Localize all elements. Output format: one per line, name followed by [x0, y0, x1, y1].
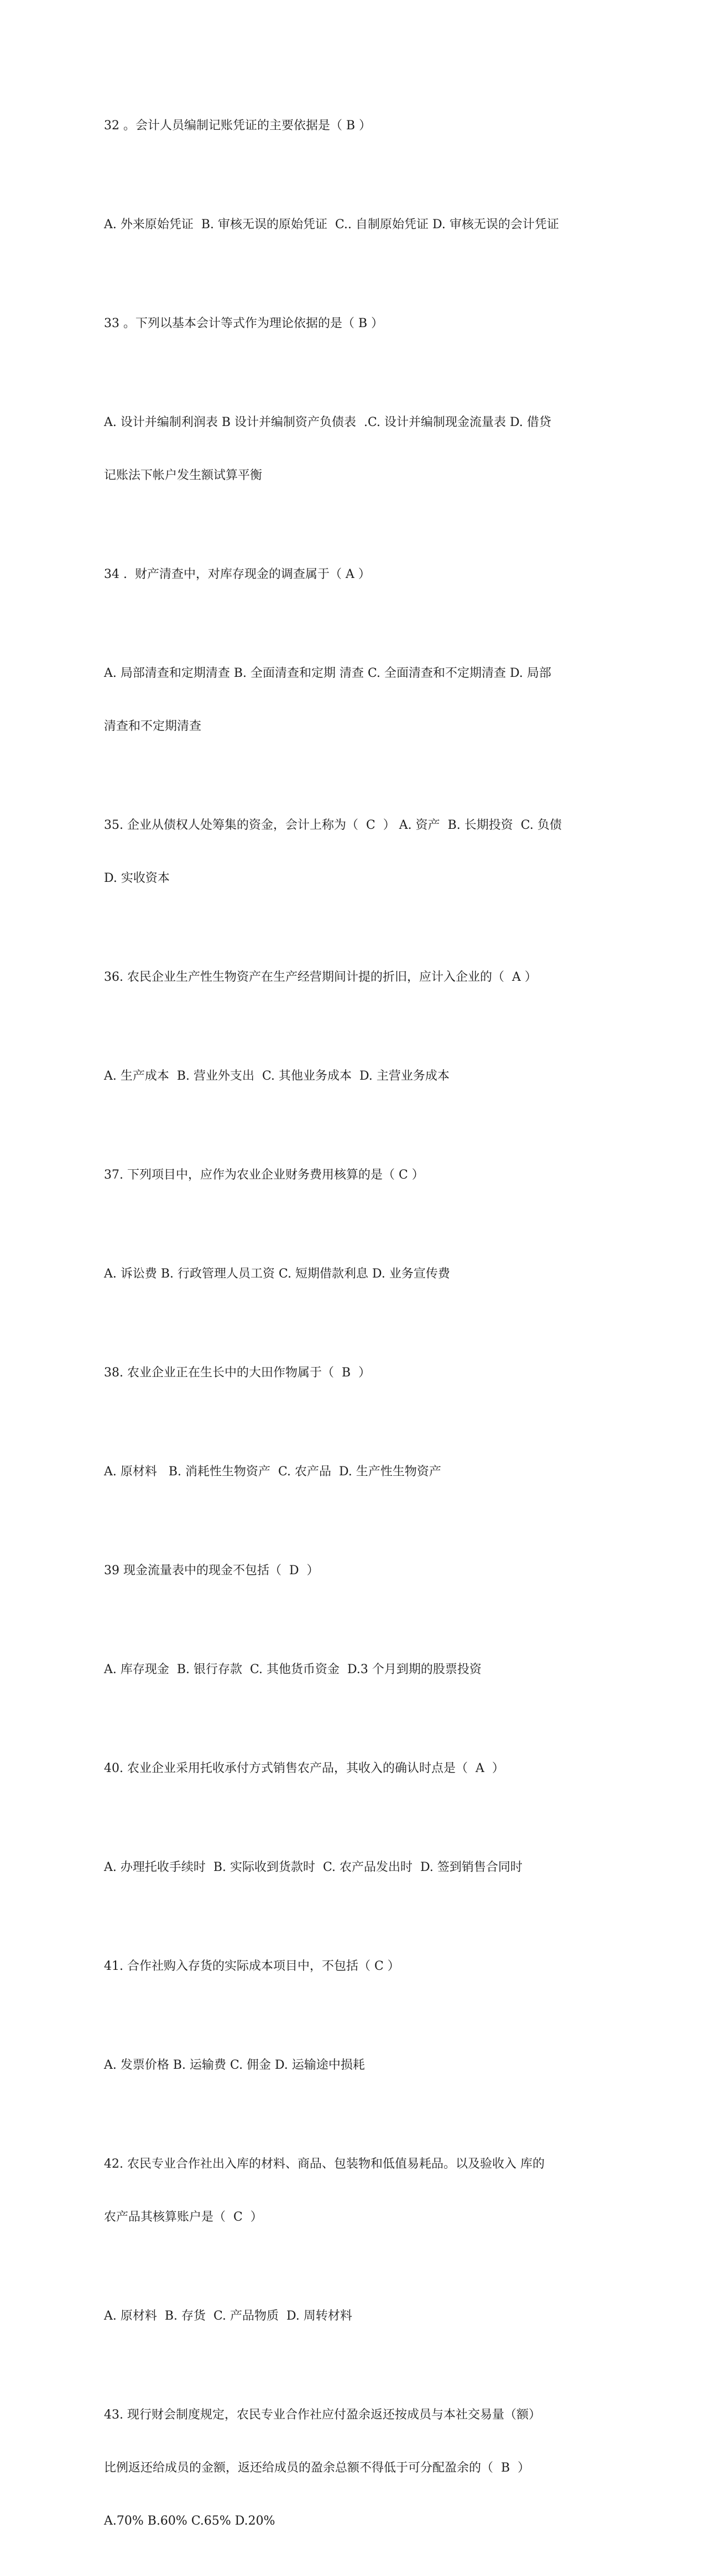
question-text-continued: 农产品其核算账户是（ C ）	[104, 2210, 263, 2224]
question-list	[104, 82, 602, 2576]
question-text: 42. 农民专业合作社出入库的材料、商品、包装物和低值易耗品。以及验收入 库的	[104, 2157, 545, 2171]
options-text: A. 设计并编制利润表 B 设计并编制资产负债表 .C. 设计并编制现金流量表 D. 借贷	[104, 416, 551, 429]
options-text: A. 库存现金 B. 银行存款 C. 其他货币资金 D.3 个月到期的股票投资	[104, 1663, 482, 1676]
question-text: 39 现金流量表中的现金不包括（ D ）	[104, 1564, 319, 1578]
question-36	[104, 933, 602, 1022]
question-text: 41. 合作社购入存货的实际成本项目中，不包括（ C ）	[104, 1959, 400, 1973]
options-text: A. 生产成本 B. 营业外支出 C. 其他业务成本 D. 主营业务成本	[104, 1069, 450, 1083]
question-text-continued: 比例返还给成员的金额，返还给成员的盈余总额不得低于可分配盈余的（ B ）	[104, 2461, 530, 2475]
question-text: 38. 农业企业正在生长中的大田作物属于（ B ）	[104, 1366, 371, 1380]
options-41	[104, 2021, 602, 2110]
question-text: 32 。会计人员编制记账凭证的主要依据是（ B ）	[104, 119, 372, 133]
question-32	[104, 82, 602, 170]
question-35	[104, 781, 602, 923]
options-38	[104, 1428, 602, 1516]
options-36	[104, 1032, 602, 1121]
options-37	[104, 1230, 602, 1318]
options-40	[104, 1823, 602, 1912]
options-text: A. 外来原始凭证 B. 审核无误的原始凭证 C.. 自制原始凭证 D. 审核无误的会计凭证	[104, 218, 559, 232]
question-33	[104, 280, 602, 368]
options-42	[104, 2272, 602, 2361]
question-text: 40. 农业企业采用托收承付方式销售农产品，其收入的确认时点是（ A ）	[104, 1762, 504, 1775]
options-text: A. 办理托收手续时 B. 实际收到货款时 C. 农产品发出时 D. 签到销售合同时	[104, 1860, 523, 1874]
question-text: 37. 下列项目中，应作为农业企业财务费用核算的是（ C ）	[104, 1168, 424, 1182]
question-37	[104, 1131, 602, 1219]
options-text: A. 原材料 B. 消耗性生物资产 C. 农产品 D. 生产性生物资产	[104, 1465, 441, 1479]
question-41	[104, 1922, 602, 2011]
question-42	[104, 2120, 602, 2262]
question-43	[104, 2371, 602, 2566]
question-34	[104, 530, 602, 619]
options-text: A. 发票价格 B. 运输费 C. 佣金 D. 运输途中损耗	[104, 2058, 365, 2072]
options-34	[104, 629, 602, 771]
options-text-continued: 记账法下帐户发生额试算平衡	[104, 469, 263, 482]
options-text: A. 诉讼费 B. 行政管理人员工资 C. 短期借款利息 D. 业务宣传费	[104, 1267, 450, 1281]
question-text-continued: D. 实收资本	[104, 871, 170, 885]
options-text: A. 原材料 B. 存货 C. 产品物质 D. 周转材料	[104, 2309, 352, 2323]
question-text: 43. 现行财会制度规定，农民专业合作社应付盈余返还按成员与本社交易量（额）	[104, 2408, 541, 2422]
question-text: 33 。下列以基本会计等式作为理论依据的是（ B ）	[104, 317, 384, 330]
options-39	[104, 1626, 602, 1714]
options-32	[104, 181, 602, 269]
question-38	[104, 1329, 602, 1417]
options-text: A.70% B.60% C.65% D.20%	[104, 2514, 275, 2528]
question-text: 35. 企业从债权人处筹集的资金，会计上称为（ C ） A. 资产 B. 长期投资 C. 负债	[104, 818, 562, 832]
question-40	[104, 1725, 602, 1813]
question-39	[104, 1527, 602, 1615]
question-text: 34 . 财产清查中，对库存现金的调查属于（ A ）	[104, 567, 370, 581]
options-text: A. 局部清查和定期清查 B. 全面清查和定期 清查 C. 全面清查和不定期清查 D. 局部	[104, 666, 551, 680]
options-text-continued: 清查和不定期清查	[104, 719, 202, 733]
question-text: 36. 农民企业生产性生物资产在生产经营期间计提的折旧，应计入企业的（ A ）	[104, 970, 537, 984]
options-33	[104, 378, 602, 520]
